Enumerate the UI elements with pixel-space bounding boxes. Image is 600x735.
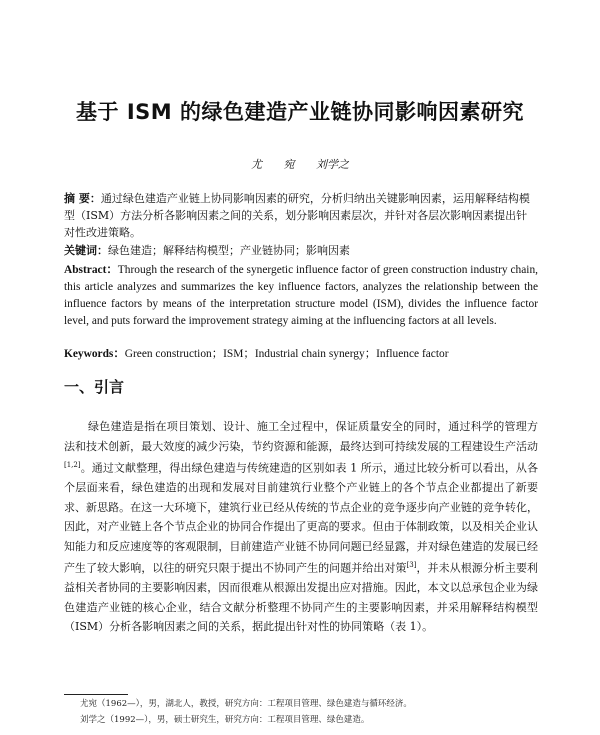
author-name: 刘学之 (316, 158, 349, 171)
abstract-chinese (64, 190, 538, 241)
abstract-text: 通过绿色建造产业链上协同影响因素的研究，分析归纳出关键影响因素，运用解释结构模型（ISM）方法分析各影响因素之间的关系，划分影响因素层次，并针对各层次影响因素提出针对性改进策略。 (64, 192, 530, 239)
abstract-en-label: Abstract： (64, 264, 118, 276)
keyword-item: ISM (223, 348, 244, 360)
keywords-label: 关键词： (64, 244, 108, 257)
abstract-label: 摘 要： (64, 192, 101, 205)
author-line (0, 156, 600, 172)
abstract-en-text: Through the research of the synergetic influence factor of green construction industry chain, this article analyzes and summarizes the key influence factors, analyzes the relationship between the influence factors by means of the interpretation structure model (ISM), divides the influence factor level, and puts forward the improvement strategy aiming at the influencing factors at all levels. (64, 264, 538, 327)
keywords-chinese (64, 242, 538, 259)
keyword-item: Green construction (124, 348, 212, 360)
citation-marker: [3] (406, 561, 417, 570)
paragraph-text: 绿色建造是指在项目策划、设计、施工全过程中，保证质量安全的同时，通过科学的管理方法和技术创新，最大效度的减少污染，节约资源和能源，最终达到可持续发展的工程建设生产活动 (64, 420, 538, 453)
abstract-english (64, 262, 538, 330)
footnote: 刘学之（1992—），男，硕士研究生，研究方向：工程项目管理、绿色建造。 (80, 715, 370, 725)
keywords-text: 绿色建造；解释结构模型；产业链协同；影响因素 (108, 244, 350, 257)
section-heading: 一、引言 (64, 378, 125, 396)
footnote-divider (64, 694, 128, 695)
author-name: 尤 宛 (251, 158, 295, 171)
paper-title: 基于 ISM 的绿色建造产业链协同影响因素研究 (76, 100, 524, 124)
keywords-en-label: Keywords： (64, 348, 125, 360)
keyword-item: Influence factor (376, 348, 449, 360)
keywords-english: Keywords：Green construction；ISM；Industrial chain synergy；Influence factor (64, 348, 449, 360)
citation-marker: [1,2] (64, 461, 81, 469)
footnote: 尤宛（1962—），男，湖北人，教授，研究方向：工程项目管理、绿色建造与循环经济。 (80, 699, 412, 709)
paragraph-text: 。通过文献整理，得出绿色建造与传统建造的区别如表 1 所示，通过比较分析可以看出，从各个层面来看，绿色建造的出现和发展对目前建筑行业整个产业链上的各个节点企业都提出了新要求、新思路。在这一大环境下，建筑行业已经从传统的节点企业的竞争逐步向产业链的竞争转化，因此，对产业链上各个节点企业的协同合作提出了更高的要求。但由于体制政策，以及相关企业认知能力和反应速度等的客观限制，目前建造产业链不协同问题已经显露，并对绿色建造的发展已经产生了较大影响，以往的研究只限于提出不协同产生的问题并给出对策 (64, 461, 538, 575)
keyword-item: Industrial chain synergy (254, 348, 365, 360)
paragraph-text: ，并未从根源分析主要利益相关者协同的主要影响因素，因而很难从根源出发提出应对措施。因此，本文以总承包企业为绿色建造产业链的核心企业，结合文献分析整理不协同产生的主要影响因素，并采用解释结构模型（ISM）分析各影响因素之间的关系，据此提出针对性的协同策略（表 1）。 (64, 561, 538, 634)
body-paragraph (64, 417, 538, 637)
